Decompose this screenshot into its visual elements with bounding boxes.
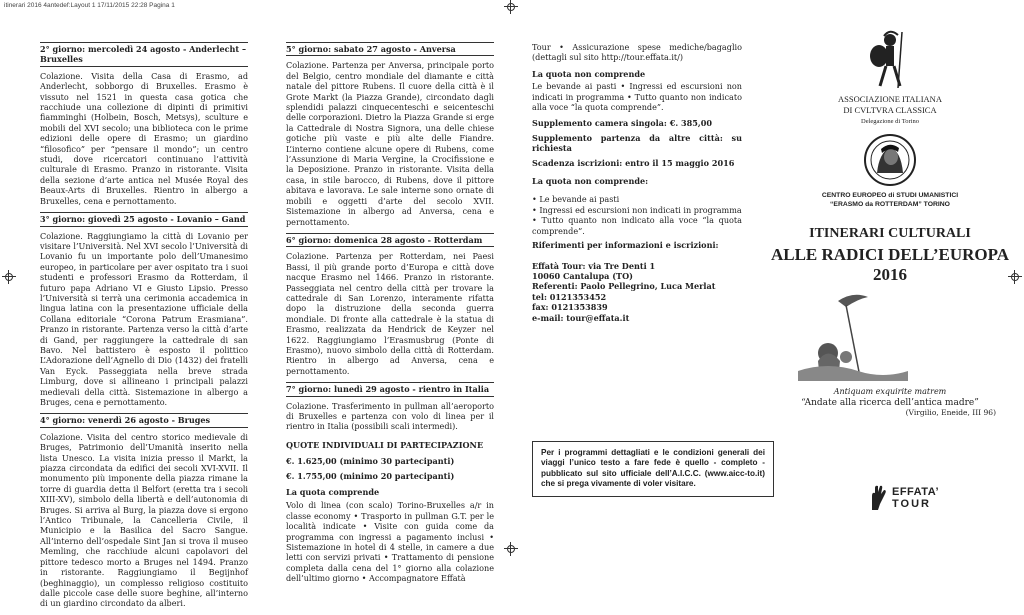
org-aicc-line1: ASSOCIAZIONE ITALIANA	[838, 94, 942, 104]
contact-line: 10060 Cantalupa (TO)	[532, 270, 633, 281]
day-4-section	[40, 413, 248, 608]
org-centro-line2: “ERASMO da ROTTERDAM” TORINO	[830, 201, 950, 208]
cover-column	[770, 30, 1010, 419]
column-2	[286, 42, 494, 590]
greek-warrior-logo-icon	[868, 30, 912, 90]
day-3-title: 3° giorno: giovedì 25 agosto - Lovanio – Gand	[40, 212, 248, 226]
org-aicc-delegation: Delegazione di Torino	[861, 118, 919, 125]
not-included-text: Le bevande ai pasti • Ingressi ed escursioni non indicati in programma • Tutto quanto non indicato alla voce “la quota comprende”.	[532, 81, 742, 113]
day-6-text: Colazione. Partenza per Rotterdam, nei Paesi Bassi, il più grande porto d’Europa e città dove nacque Erasmo nel 1466. Pranzo in ristorante. Passeggiata nel centro della città per trovare la cattedrale di San Lorenzo, interamente rifatta dopo la distruzione della seconda guerra mondiale. Di fronte alla cattedrale è la statua di Erasmo, realizzata da Hendrick de Keyzer nel 1622. Raggiungiamo l’Erasmusbrug (Ponte di Erasmo), nuovo simbolo della città di Rotterdam. Rientro in albergo ad Anversa, cena e pernottamento.	[286, 251, 494, 376]
day-6-title: 6° giorno: domenica 28 agosto - Rotterdam	[286, 233, 494, 247]
effata-logo-line1: EFFATA’	[892, 486, 940, 498]
print-slug: itinerari 2016 4antedef:Layout 1 17/11/2015 22:28 Pagina 1	[4, 2, 175, 9]
contact-line: Referenti: Paolo Pellegrino, Luca Merlat	[532, 281, 716, 292]
contact-line: tel: 0121353452	[532, 291, 607, 302]
registration-mark-left-icon	[2, 270, 16, 284]
not-included-title: La quota non comprende	[532, 68, 646, 79]
day-5-text: Colazione. Partenza per Anversa, principale porto del Belgio, centro mondiale del diamante e città natale del pittore Rubens. Il cuore della città è il Grote Markt (la Piazza Grande), circondato dagli splendidi palazzi cinquecenteschi e seicenteschi delle corporazioni. Dietro la Piazza Grande si erge la Cattedrale di Nostra Signora, una delle chiese gotiche più vaste e più alte delle Fiandre. L’interno contiene alcune opere di Rubens, come l’Assunzione di Maria Vergine, la Crocifissione e la Deposizione. Pranzo in ristorante. Visita della casa, in stile barocco, di Rubens, dove il pittore abitava e lavorava. Le sale interne sono ornate di mobili e oggetti d’arte del secolo XVII. Sistemazione in albergo ad Anversa, cena e pernottamento.	[286, 60, 494, 227]
contact-block	[532, 261, 742, 323]
brochure-year: 2016	[873, 265, 907, 284]
contact-line: Effatà Tour: via Tre Denti 1	[532, 260, 656, 271]
quote-line-30: €. 1.625,00 (minimo 30 partecipanti)	[286, 456, 455, 467]
motto-translation: “Andate alla ricerca dell’antica madre”	[801, 397, 979, 408]
not-included-title-2: La quota non comprende:	[532, 176, 649, 187]
contact-line: e-mail: tour@effata.it	[532, 312, 630, 323]
includes-continued: Tour • Assicurazione spese mediche/bagaglio (dettagli sul sito http://tour.effata.it/)	[532, 42, 742, 63]
website-notice-box: Per i programmi dettagliati e le condizioni generali dei viaggi l’unico testo a fare fede è quello - completo - pubblicato sul sito ufficiale dell’A.I.C.C. (www.aicc-to.it) che si prega vivamente di voler visitare.	[532, 441, 774, 497]
registration-deadline: Scadenza iscrizioni: entro il 15 maggio 2016	[532, 157, 735, 168]
references-title: Riferimenti per informazioni e iscrizioni:	[532, 240, 719, 251]
column-3	[532, 42, 742, 323]
day-4-text: Colazione. Visita del centro storico medievale di Bruges, Patrimonio dell’Umanità inserito nella lista Unesco. La visita inizia presso il Markt, la piazza circondata da edifici dei secoli XVI-XVII. Il monumento più imponente della piazza rimane la torre di guardia detta il Belfort (eretta tra i secoli XIII-XV), simbolo della libertà e dell’autonomia di Bruges. Si arriva al Burg, la piazza dove si ergono l’Antico Tribunale, la Cancelleria Civile, il Municipio e la Basilica del Sacro Sangue. All’interno dell’ospedale Sint Jan si trova il museo Memling, che racchiude alcuni capolavori del pittore tedesco morto a Bruges nel 1494. Pranzo in ristorante. Raggiungiamo il Begijnhof (beghinaggio), un complesso religioso costituito dalle piccole case delle suore beghine, all’interno di un giardino circondato da alberi.	[40, 431, 248, 609]
departure-supplement: Supplemento partenza da altre città: su richiesta	[532, 132, 742, 154]
registration-mark-bottom-icon	[504, 542, 518, 556]
quote-line-20: €. 1.755,00 (minimo 20 partecipanti)	[286, 470, 455, 481]
registration-mark-top-icon	[504, 0, 518, 14]
day-5-section	[286, 42, 494, 227]
day-6-section	[286, 233, 494, 376]
day-2-text: Colazione. Visita della Casa di Erasmo, ad Anderlecht, sobborgo di Bruxelles. Erasmo è vissuto nel 1521 in questa casa gotica che racchiude una collezione di dipinti di primitivi fiamminghi (Holbein, Bosch, Metsys), sculture e mobili del XVI secolo; una biblioteca con le prime edizioni delle opere di Erasmo; un giardino “filosofico” per “pensare il mondo”; un centro studi, dove ricercatori continuano l’attività culturale di Erasmo. Pranzo in ristorante. Visita della sezione d’arte antica nel Musée Royal des Beaux-Arts di Bruxelles. Rientro in albergo a Bruxelles, cena e pernottamento.	[40, 70, 248, 206]
day-7-text: Colazione. Trasferimento in pullman all’aeroporto di Bruxelles e partenza con volo di linea per il rientro in Italia (possibili scali intermedi).	[286, 400, 494, 432]
day-2-section	[40, 42, 248, 206]
includes-title: La quota comprende	[286, 487, 380, 498]
contact-line: fax: 0121353839	[532, 302, 608, 313]
org-centro-line1: CENTRO EUROPEO di STUDI UMANISTICI	[821, 192, 959, 199]
list-item: • Ingressi ed escursioni non indicati in programma	[532, 204, 742, 215]
not-included-list	[532, 194, 742, 236]
day-3-section	[40, 212, 248, 407]
list-item: • Tutto quanto non indicato alla voce “la quota comprende”.	[532, 215, 742, 236]
org-aicc-line2: DI CVLTVRA CLASSICA	[843, 105, 937, 115]
includes-text: Volo di linea (con scalo) Torino-Bruxelles a/r in classe economy • Trasporto in pullman G.T. per le località indicate • Visite con guida come da programma con ingressi a pagamento inclusi • Sistemazione in hotel di 4 stelle, in camere a due letti con servizi privati • Trattamento di pensione completa dalla cena del 1° giorno alla colazione dell’ultimo giorno • Accompagnatore Effatà	[286, 500, 494, 584]
day-3-text: Colazione. Raggiungiamo la città di Lovanio per visitare l’Università. Nel XVI secolo l’Università di Lovanio fu un importante polo dell’Umanesimo europeo, in particolare per aver ospitato tra i suoi studenti e professori Erasmo da Rotterdam, il futuro papa Adriano VI e Giusto Lipsio. Presso l’Università si terrà una cerimonia accademica in lingua latina con la presentazione ufficiale della Collana editoriale “Corona Patrum Erasmiana”. Pranzo in ristorante. Partenza verso la città d’arte di Gand, per raggiungere la cattedrale di san Bavo. Nel battistero è esposto il politticо L’Adorazione dell’Agnello di Dio (1432) dei fratelli Van Eyck. Passeggiata nella breve strada Limburg, dove si allineano i principali palazzi medievali della città. Sistemazione in albergo a Bruges, cena e pernottamento.	[40, 230, 248, 407]
farmer-photo-icon	[798, 291, 908, 381]
motto-source: (Virgilio, Eneide, III 96)	[905, 408, 996, 417]
registration-mark-right-icon	[1008, 270, 1022, 284]
list-item: • Le bevande ai pasti	[532, 194, 620, 205]
effata-hand-icon	[868, 484, 890, 512]
quote-title: QUOTE INDIVIDUALI DI PARTECIPAZIONE	[286, 439, 484, 450]
column-1	[40, 42, 248, 615]
day-4-title: 4° giorno: venerdì 26 agosto - Bruges	[40, 413, 248, 427]
erasmus-medallion-icon	[863, 133, 917, 187]
effata-logo-line2: TOUR	[892, 498, 931, 510]
day-5-title: 5° giorno: sabato 27 agosto - Anversa	[286, 42, 494, 56]
brochure-title-line1: ITINERARI CULTURALI	[809, 226, 971, 241]
day-2-title: 2° giorno: mercoledì 24 agosto - Anderlecht – Bruxelles	[40, 42, 248, 67]
day-7-title: 7° giorno: lunedì 29 agosto - rientro in Italia	[286, 382, 494, 396]
brochure-title-line2: ALLE RADICI DELL’EUROPA	[770, 245, 1010, 264]
latin-motto: Antiquam exquirite matrem	[833, 387, 947, 396]
single-room-supplement: Supplemento camera singola: €. 385,00	[532, 118, 712, 129]
day-7-section	[286, 382, 494, 432]
